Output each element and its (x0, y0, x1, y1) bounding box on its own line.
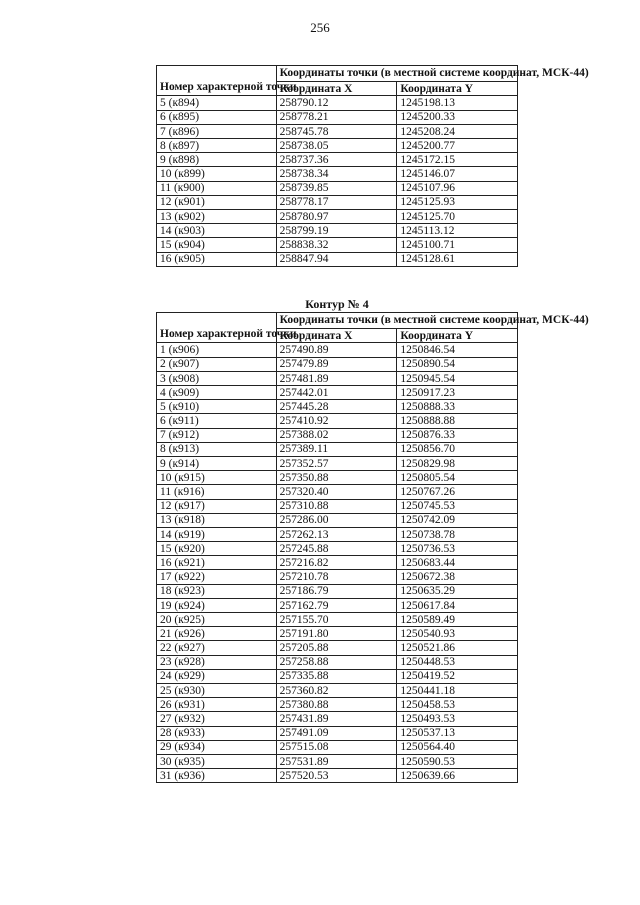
point-number-cell: 30 (к935) (157, 754, 277, 768)
coordinate-y-cell: 1250738.78 (397, 527, 518, 541)
coordinate-y-cell: 1250617.84 (397, 598, 518, 612)
coordinate-x-cell: 257320.40 (276, 485, 397, 499)
point-number-cell: 27 (к932) (157, 712, 277, 726)
point-number-cell: 25 (к930) (157, 683, 277, 697)
coordinate-y-cell: 1250639.66 (397, 769, 518, 783)
coordinate-y-cell: 1250767.26 (397, 485, 518, 499)
point-number-cell: 18 (к923) (157, 584, 277, 598)
point-number-cell: 9 (к914) (157, 456, 277, 470)
table-row (157, 683, 518, 697)
point-number-cell: 10 (к899) (157, 167, 277, 181)
coordinate-y-cell: 1245113.12 (397, 224, 518, 238)
point-number-cell: 19 (к924) (157, 598, 277, 612)
table-row (157, 669, 518, 683)
coordinate-x-cell: 257162.79 (276, 598, 397, 612)
coordinate-x-cell: 257360.82 (276, 683, 397, 697)
coordinate-y-cell: 1250745.53 (397, 499, 518, 513)
coordinate-y-cell: 1250829.98 (397, 456, 518, 470)
coordinate-y-cell: 1250917.23 (397, 386, 518, 400)
header-y: Координата Y (397, 82, 518, 96)
coordinate-x-cell: 258739.85 (276, 181, 397, 195)
point-number-cell: 15 (к920) (157, 542, 277, 556)
table-row (157, 153, 518, 167)
point-number-cell: 11 (к900) (157, 181, 277, 195)
point-number-cell: 4 (к909) (157, 386, 277, 400)
coordinate-x-cell: 257310.88 (276, 499, 397, 513)
coordinate-x-cell: 257352.57 (276, 456, 397, 470)
table-row (157, 627, 518, 641)
coordinate-x-cell: 258790.12 (276, 96, 397, 110)
coordinate-x-cell: 257479.89 (276, 357, 397, 371)
point-number-cell: 8 (к897) (157, 139, 277, 153)
header-x: Координата X (276, 329, 397, 343)
coordinate-y-cell: 1250856.70 (397, 442, 518, 456)
point-number-cell: 15 (к904) (157, 238, 277, 252)
point-number-cell: 3 (к908) (157, 371, 277, 385)
point-number-cell: 29 (к934) (157, 740, 277, 754)
table-row (157, 499, 518, 513)
point-number-cell: 22 (к927) (157, 641, 277, 655)
coordinate-x-cell: 257380.88 (276, 698, 397, 712)
coordinate-y-cell: 1250419.52 (397, 669, 518, 683)
coordinate-y-cell: 1250876.33 (397, 428, 518, 442)
coordinate-x-cell: 258778.21 (276, 110, 397, 124)
coordinate-y-cell: 1245128.61 (397, 252, 518, 266)
table-row (157, 754, 518, 768)
coordinate-y-cell: 1250846.54 (397, 343, 518, 357)
coordinate-x-cell: 257335.88 (276, 669, 397, 683)
point-number-cell: 28 (к933) (157, 726, 277, 740)
table-row (157, 414, 518, 428)
table-row (157, 698, 518, 712)
table-row (157, 96, 518, 110)
table-row (157, 110, 518, 124)
coordinate-x-cell: 258847.94 (276, 252, 397, 266)
coordinate-y-cell: 1245107.96 (397, 181, 518, 195)
point-number-cell: 16 (к921) (157, 556, 277, 570)
coordinate-x-cell: 258737.36 (276, 153, 397, 167)
table-row (157, 556, 518, 570)
point-number-cell: 1 (к906) (157, 343, 277, 357)
table-row (157, 655, 518, 669)
point-number-cell: 16 (к905) (157, 252, 277, 266)
coordinate-x-cell: 258780.97 (276, 209, 397, 223)
point-number-cell: 7 (к912) (157, 428, 277, 442)
table-row (157, 613, 518, 627)
point-number-cell: 20 (к925) (157, 613, 277, 627)
coordinate-y-cell: 1250890.54 (397, 357, 518, 371)
coordinates-table-1 (156, 65, 589, 267)
coordinates-table-2 (156, 312, 589, 783)
table-row (157, 224, 518, 238)
point-number-cell: 6 (к895) (157, 110, 277, 124)
coordinate-y-cell: 1250448.53 (397, 655, 518, 669)
table-row (157, 740, 518, 754)
coordinate-y-cell: 1245125.93 (397, 195, 518, 209)
coordinate-x-cell: 257245.88 (276, 542, 397, 556)
table-row (157, 252, 518, 266)
coordinate-x-cell: 257431.89 (276, 712, 397, 726)
coordinate-y-cell: 1250635.29 (397, 584, 518, 598)
point-number-cell: 5 (к894) (157, 96, 277, 110)
coordinate-y-cell: 1245172.15 (397, 153, 518, 167)
coordinate-y-cell: 1250683.44 (397, 556, 518, 570)
table-row (157, 598, 518, 612)
coordinate-y-cell: 1250441.18 (397, 683, 518, 697)
point-number-cell: 12 (к901) (157, 195, 277, 209)
table-1-body (157, 96, 518, 266)
point-number-cell: 8 (к913) (157, 442, 277, 456)
table-row (157, 442, 518, 456)
point-number-cell: 9 (к898) (157, 153, 277, 167)
contour-4-title: Контур № 4 (305, 297, 369, 311)
coordinate-x-cell: 257388.02 (276, 428, 397, 442)
coordinate-x-cell: 258778.17 (276, 195, 397, 209)
coordinate-y-cell: 1245200.77 (397, 139, 518, 153)
coordinate-x-cell: 258745.78 (276, 124, 397, 138)
point-number-cell: 5 (к910) (157, 400, 277, 414)
coordinate-y-cell: 1250805.54 (397, 471, 518, 485)
header-x: Координата X (276, 82, 397, 96)
point-number-cell: 12 (к917) (157, 499, 277, 513)
table-row (157, 386, 518, 400)
point-number-cell: 2 (к907) (157, 357, 277, 371)
point-number-cell: 7 (к896) (157, 124, 277, 138)
coordinate-x-cell: 257442.01 (276, 386, 397, 400)
table-row (157, 527, 518, 541)
table-2-body (157, 343, 518, 783)
table-row (157, 641, 518, 655)
table-row (157, 195, 518, 209)
coordinate-y-cell: 1245198.13 (397, 96, 518, 110)
table-row (157, 712, 518, 726)
header-coordinates: Координаты точки (в местной системе координат, МСК-44) (276, 66, 517, 82)
point-number-cell: 17 (к922) (157, 570, 277, 584)
point-number-cell: 6 (к911) (157, 414, 277, 428)
header-point-number: Номер характерной точки (157, 66, 277, 96)
header-coordinates: Координаты точки (в местной системе координат, МСК-44) (276, 313, 517, 329)
coordinate-y-cell: 1250888.33 (397, 400, 518, 414)
table-row (157, 124, 518, 138)
table-row (157, 238, 518, 252)
point-number-cell: 13 (к902) (157, 209, 277, 223)
table-row (157, 371, 518, 385)
coordinate-x-cell: 257186.79 (276, 584, 397, 598)
table-row (157, 209, 518, 223)
point-number-cell: 31 (к936) (157, 769, 277, 783)
coordinate-x-cell: 257531.89 (276, 754, 397, 768)
coordinate-y-cell: 1250493.53 (397, 712, 518, 726)
coordinate-x-cell: 257520.53 (276, 769, 397, 783)
coordinate-y-cell: 1250888.88 (397, 414, 518, 428)
point-number-cell: 24 (к929) (157, 669, 277, 683)
table-row (157, 485, 518, 499)
coordinate-y-cell: 1250742.09 (397, 513, 518, 527)
coordinate-y-cell: 1250537.13 (397, 726, 518, 740)
coordinate-y-cell: 1250540.93 (397, 627, 518, 641)
coordinate-x-cell: 257191.80 (276, 627, 397, 641)
table-row (157, 513, 518, 527)
point-number-cell: 11 (к916) (157, 485, 277, 499)
coordinate-x-cell: 257481.89 (276, 371, 397, 385)
point-number-cell: 14 (к919) (157, 527, 277, 541)
coordinate-x-cell: 258838.32 (276, 238, 397, 252)
coordinate-x-cell: 257490.89 (276, 343, 397, 357)
coordinate-x-cell: 257350.88 (276, 471, 397, 485)
coordinate-y-cell: 1250736.53 (397, 542, 518, 556)
coordinate-y-cell: 1250458.53 (397, 698, 518, 712)
coordinate-x-cell: 257210.78 (276, 570, 397, 584)
table-row (157, 471, 518, 485)
coordinate-y-cell: 1245125.70 (397, 209, 518, 223)
coordinate-x-cell: 257216.82 (276, 556, 397, 570)
coordinate-y-cell: 1250945.54 (397, 371, 518, 385)
coordinate-y-cell: 1250521.86 (397, 641, 518, 655)
point-number-cell: 13 (к918) (157, 513, 277, 527)
table-row (157, 167, 518, 181)
coordinate-x-cell: 257258.88 (276, 655, 397, 669)
table-row (157, 726, 518, 740)
header-point-number: Номер характерной точки (157, 313, 277, 343)
coordinate-x-cell: 257445.28 (276, 400, 397, 414)
point-number-cell: 10 (к915) (157, 471, 277, 485)
table-row (157, 400, 518, 414)
point-number-cell: 21 (к926) (157, 627, 277, 641)
table-row (157, 542, 518, 556)
coordinate-y-cell: 1245200.33 (397, 110, 518, 124)
coordinate-x-cell: 257155.70 (276, 613, 397, 627)
table-row (157, 139, 518, 153)
coordinate-x-cell: 258799.19 (276, 224, 397, 238)
table-row (157, 428, 518, 442)
coordinate-y-cell: 1250564.40 (397, 740, 518, 754)
table-row (157, 343, 518, 357)
table-row (157, 570, 518, 584)
coordinate-y-cell: 1245100.71 (397, 238, 518, 252)
point-number-cell: 14 (к903) (157, 224, 277, 238)
coordinate-y-cell: 1250672.38 (397, 570, 518, 584)
table-row (157, 357, 518, 371)
coordinate-x-cell: 258738.05 (276, 139, 397, 153)
point-number-cell: 26 (к931) (157, 698, 277, 712)
coordinate-y-cell: 1250589.49 (397, 613, 518, 627)
coordinate-y-cell: 1245146.07 (397, 167, 518, 181)
coordinate-y-cell: 1250590.53 (397, 754, 518, 768)
coordinate-x-cell: 257515.08 (276, 740, 397, 754)
coordinate-x-cell: 257410.92 (276, 414, 397, 428)
table-row (157, 769, 518, 783)
coordinate-x-cell: 257286.00 (276, 513, 397, 527)
table-row (157, 584, 518, 598)
coordinate-x-cell: 257262.13 (276, 527, 397, 541)
page-number: 256 (310, 20, 330, 35)
coordinate-x-cell: 258738.34 (276, 167, 397, 181)
table-row (157, 181, 518, 195)
coordinate-y-cell: 1245208.24 (397, 124, 518, 138)
table-row (157, 456, 518, 470)
coordinate-x-cell: 257205.88 (276, 641, 397, 655)
coordinate-x-cell: 257491.09 (276, 726, 397, 740)
point-number-cell: 23 (к928) (157, 655, 277, 669)
coordinate-x-cell: 257389.11 (276, 442, 397, 456)
header-y: Координата Y (397, 329, 518, 343)
